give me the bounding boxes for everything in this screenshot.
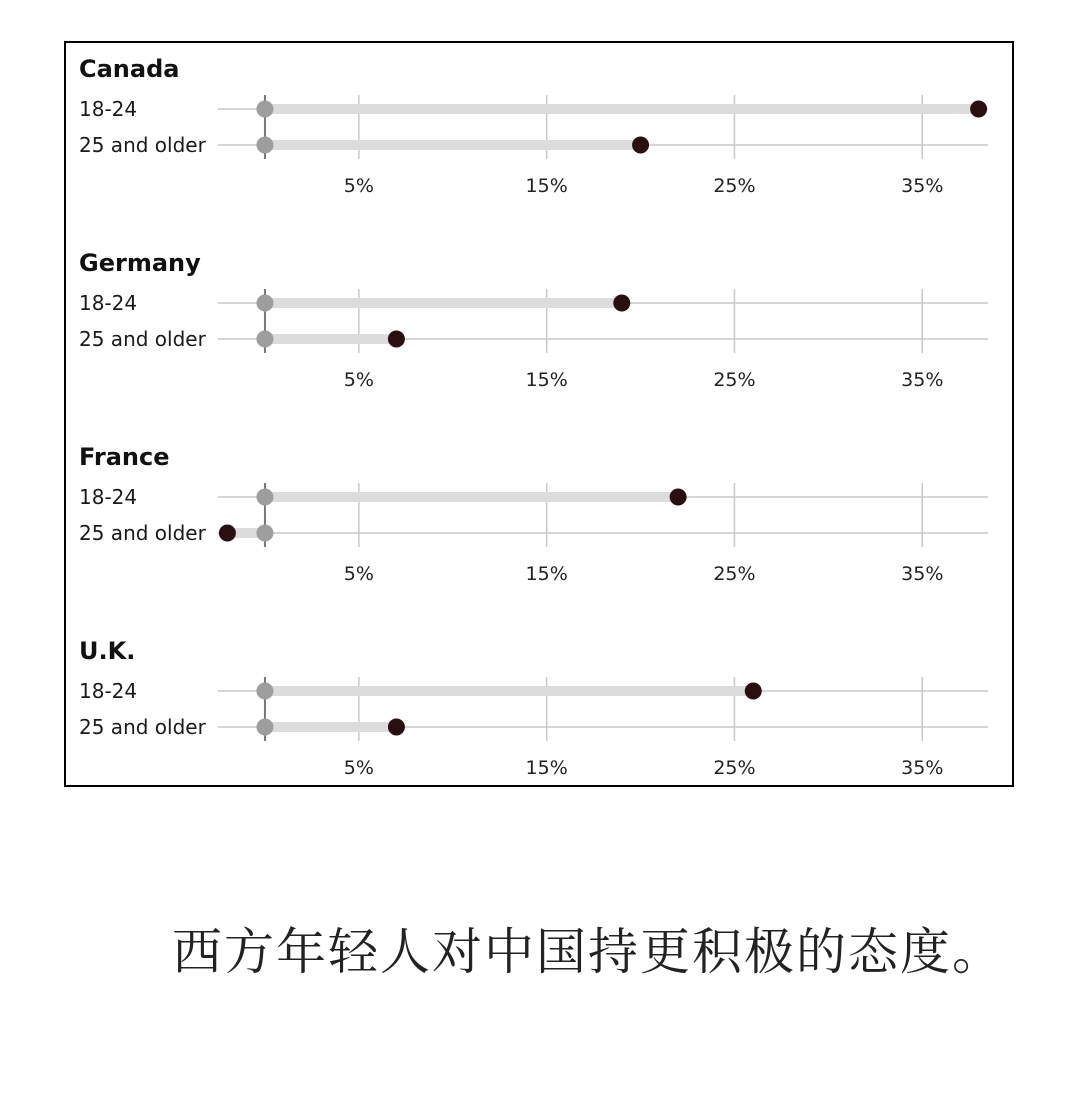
row-label: 25 and older xyxy=(79,521,206,545)
value-dot xyxy=(632,137,649,154)
x-tick-label: 35% xyxy=(901,369,944,391)
row-label: 18-24 xyxy=(79,485,138,509)
x-tick-label: 25% xyxy=(713,369,756,391)
chart-frame xyxy=(64,41,1014,787)
x-tick-label: 15% xyxy=(525,563,568,585)
row-label: 18-24 xyxy=(79,679,138,703)
value-dot xyxy=(388,331,405,348)
value-bar xyxy=(265,686,753,696)
baseline-dot xyxy=(256,295,273,312)
value-bar xyxy=(265,722,396,732)
value-dot xyxy=(670,489,687,506)
value-dot xyxy=(745,683,762,700)
row-label: 25 and older xyxy=(79,715,206,739)
x-tick-label: 5% xyxy=(343,563,374,585)
x-tick-label: 25% xyxy=(713,757,756,779)
value-dot xyxy=(388,719,405,736)
baseline-dot xyxy=(256,137,273,154)
x-tick-label: 5% xyxy=(343,175,374,197)
x-tick-label: 25% xyxy=(713,175,756,197)
value-dot xyxy=(613,295,630,312)
row-label: 18-24 xyxy=(79,291,138,315)
x-tick-label: 25% xyxy=(713,563,756,585)
baseline-dot xyxy=(256,101,273,118)
dot-range-chart xyxy=(66,43,1012,785)
x-tick-label: 15% xyxy=(525,175,568,197)
baseline-dot xyxy=(256,719,273,736)
baseline-dot xyxy=(256,525,273,542)
panel-title: U.K. xyxy=(79,637,136,665)
x-tick-label: 5% xyxy=(343,757,374,779)
baseline-dot xyxy=(256,489,273,506)
value-bar xyxy=(265,334,396,344)
row-label: 18-24 xyxy=(79,97,138,121)
baseline-dot xyxy=(256,331,273,348)
row-label: 25 and older xyxy=(79,327,206,351)
value-bar xyxy=(265,104,979,114)
row-label: 25 and older xyxy=(79,133,206,157)
x-tick-label: 15% xyxy=(525,369,568,391)
x-tick-label: 5% xyxy=(343,369,374,391)
caption-text: 西方年轻人对中国持更积极的态度。 xyxy=(172,923,1004,981)
value-bar xyxy=(265,298,622,308)
value-bar xyxy=(265,140,641,150)
x-tick-label: 15% xyxy=(525,757,568,779)
x-tick-label: 35% xyxy=(901,563,944,585)
baseline-dot xyxy=(256,683,273,700)
x-tick-label: 35% xyxy=(901,757,944,779)
panel-title: Germany xyxy=(79,249,201,277)
x-tick-label: 35% xyxy=(901,175,944,197)
value-dot xyxy=(219,525,236,542)
value-dot xyxy=(970,101,987,118)
panel-title: France xyxy=(79,443,170,471)
panel-title: Canada xyxy=(79,55,180,83)
value-bar xyxy=(265,492,678,502)
